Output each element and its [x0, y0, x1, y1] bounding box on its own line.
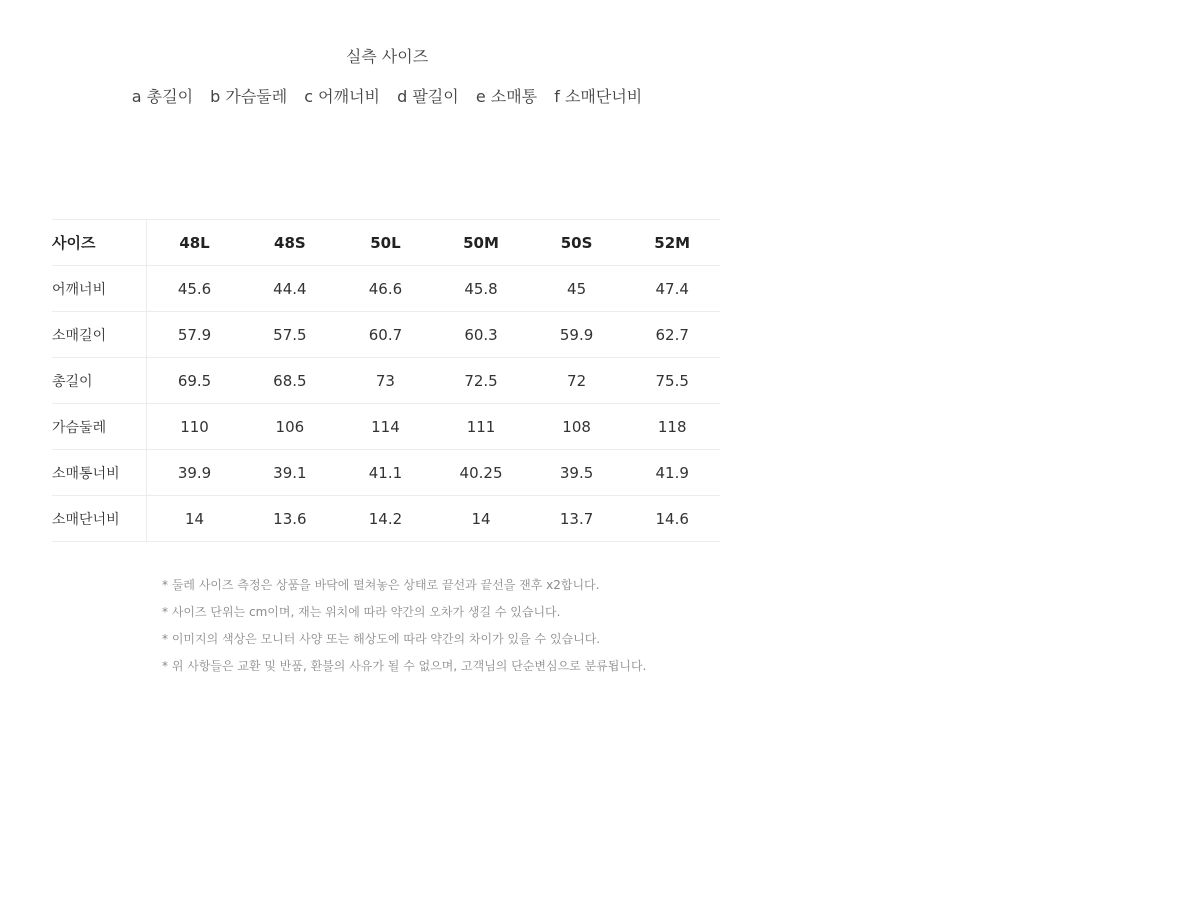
table-cell: 60.3 — [433, 312, 529, 358]
table-cell: 39.5 — [529, 450, 625, 496]
table-cell: 72.5 — [433, 358, 529, 404]
table-cell: 57.5 — [242, 312, 338, 358]
table-header-row — [52, 220, 720, 266]
page-title: 실측 사이즈 — [345, 47, 429, 66]
row-label: 어깨너비 — [52, 266, 147, 312]
legend-item-d: d 팔길이 — [397, 87, 459, 106]
measurement-legend — [0, 84, 774, 107]
table-cell: 46.6 — [338, 266, 434, 312]
table-cell: 114 — [338, 404, 434, 450]
table-cell: 110 — [147, 404, 243, 450]
table-cell: 72 — [529, 358, 625, 404]
table-cell: 68.5 — [242, 358, 338, 404]
legend-item-e: e 소매통 — [475, 87, 538, 106]
table-cell: 47.4 — [624, 266, 720, 312]
note-line: * 위 사항들은 교환 및 반품, 환불의 사유가 될 수 없으며, 고객님의 단순변심으로 분류됩니다. — [162, 659, 647, 673]
table-row — [52, 496, 720, 542]
table-cell: 45 — [529, 266, 625, 312]
table-cell: 44.4 — [242, 266, 338, 312]
size-header: 50M — [433, 220, 529, 266]
row-label: 가슴둘레 — [52, 404, 147, 450]
table-cell: 118 — [624, 404, 720, 450]
size-header: 48L — [147, 220, 243, 266]
legend-item-c: c 어깨너비 — [304, 87, 381, 106]
table-cell: 13.6 — [242, 496, 338, 542]
table-cell: 75.5 — [624, 358, 720, 404]
row-label: 소매통너비 — [52, 450, 147, 496]
table-row — [52, 358, 720, 404]
table-header-label: 사이즈 — [52, 220, 147, 266]
table-cell: 45.8 — [433, 266, 529, 312]
table-row — [52, 312, 720, 358]
size-header: 50L — [338, 220, 434, 266]
legend-item-a: a 총길이 — [131, 87, 194, 106]
table-cell: 40.25 — [433, 450, 529, 496]
note-line: * 이미지의 색상은 모니터 사양 또는 해상도에 따라 약간의 차이가 있을 수 있습니다. — [162, 632, 601, 646]
table-cell: 14 — [433, 496, 529, 542]
table-cell: 39.1 — [242, 450, 338, 496]
table-cell: 45.6 — [147, 266, 243, 312]
table-cell: 14 — [147, 496, 243, 542]
row-label: 소매단너비 — [52, 496, 147, 542]
legend-item-f: f 소매단너비 — [554, 87, 643, 106]
table-cell: 13.7 — [529, 496, 625, 542]
table-row — [52, 404, 720, 450]
size-table — [52, 219, 720, 542]
note-line: * 둘레 사이즈 측정은 상품을 바닥에 펼쳐놓은 상태로 끝선과 끝선을 잰후 x2합니다. — [162, 578, 600, 592]
legend-item-b: b 가슴둘레 — [210, 87, 288, 106]
table-cell: 57.9 — [147, 312, 243, 358]
table-cell: 41.9 — [624, 450, 720, 496]
table-cell: 62.7 — [624, 312, 720, 358]
table-cell: 106 — [242, 404, 338, 450]
size-notes — [162, 572, 646, 680]
table-cell: 111 — [433, 404, 529, 450]
table-cell: 39.9 — [147, 450, 243, 496]
row-label: 소매길이 — [52, 312, 147, 358]
table-cell: 73 — [338, 358, 434, 404]
table-cell: 108 — [529, 404, 625, 450]
table-cell: 60.7 — [338, 312, 434, 358]
table-cell: 14.2 — [338, 496, 434, 542]
size-header: 48S — [242, 220, 338, 266]
table-row — [52, 266, 720, 312]
size-header: 52M — [624, 220, 720, 266]
table-cell: 14.6 — [624, 496, 720, 542]
table-cell: 69.5 — [147, 358, 243, 404]
table-cell: 59.9 — [529, 312, 625, 358]
size-header: 50S — [529, 220, 625, 266]
table-cell: 41.1 — [338, 450, 434, 496]
note-line: * 사이즈 단위는 cm이며, 재는 위치에 따라 약간의 오차가 생길 수 있습니다. — [162, 605, 561, 619]
table-row — [52, 450, 720, 496]
row-label: 총길이 — [52, 358, 147, 404]
